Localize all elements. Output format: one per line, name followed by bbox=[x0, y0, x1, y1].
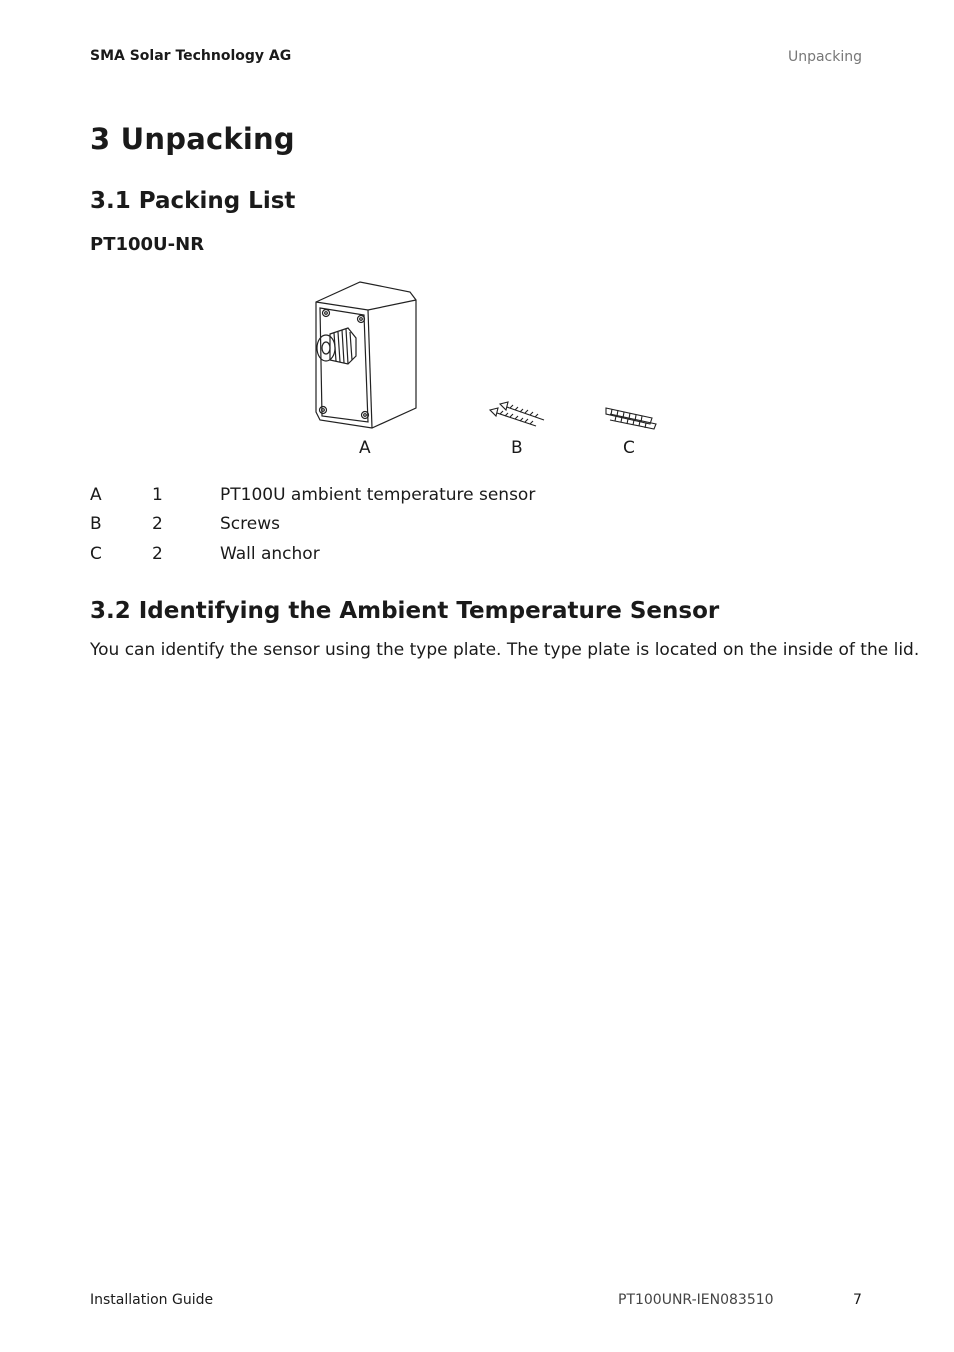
header-company: SMA Solar Technology AG bbox=[90, 48, 292, 64]
model-heading: PT100U-NR bbox=[90, 234, 205, 255]
figure-label-c: C bbox=[623, 438, 635, 458]
item-description: Screws bbox=[220, 514, 280, 534]
chapter-title: 3 Unpacking bbox=[90, 122, 295, 156]
item-position: C bbox=[90, 544, 102, 564]
item-position: B bbox=[90, 514, 102, 534]
screws-illustration bbox=[486, 400, 548, 430]
identify-heading: 3.2 Identifying the Ambient Temperature Sensor bbox=[90, 598, 720, 624]
item-description: PT100U ambient temperature sensor bbox=[220, 485, 536, 505]
item-position: A bbox=[90, 485, 102, 505]
footer-page-number: 7 bbox=[853, 1292, 862, 1308]
header-section: Unpacking bbox=[787, 49, 862, 65]
item-quantity: 1 bbox=[152, 485, 163, 505]
identify-paragraph: You can identify the sensor using the type plate. The type plate is located on the inside of the lid. bbox=[90, 640, 920, 660]
figure-label-a: A bbox=[359, 438, 371, 458]
footer-doc-type: Installation Guide bbox=[90, 1292, 214, 1308]
sensor-housing-illustration bbox=[300, 278, 430, 430]
footer-doc-id: PT100UNR-IEN083510 bbox=[618, 1292, 774, 1308]
wall-anchors-illustration bbox=[602, 404, 660, 430]
packing-list-heading: 3.1 Packing List bbox=[90, 188, 296, 214]
item-quantity: 2 bbox=[152, 514, 163, 534]
item-quantity: 2 bbox=[152, 544, 163, 564]
item-description: Wall anchor bbox=[220, 544, 320, 564]
figure-label-b: B bbox=[511, 438, 523, 458]
